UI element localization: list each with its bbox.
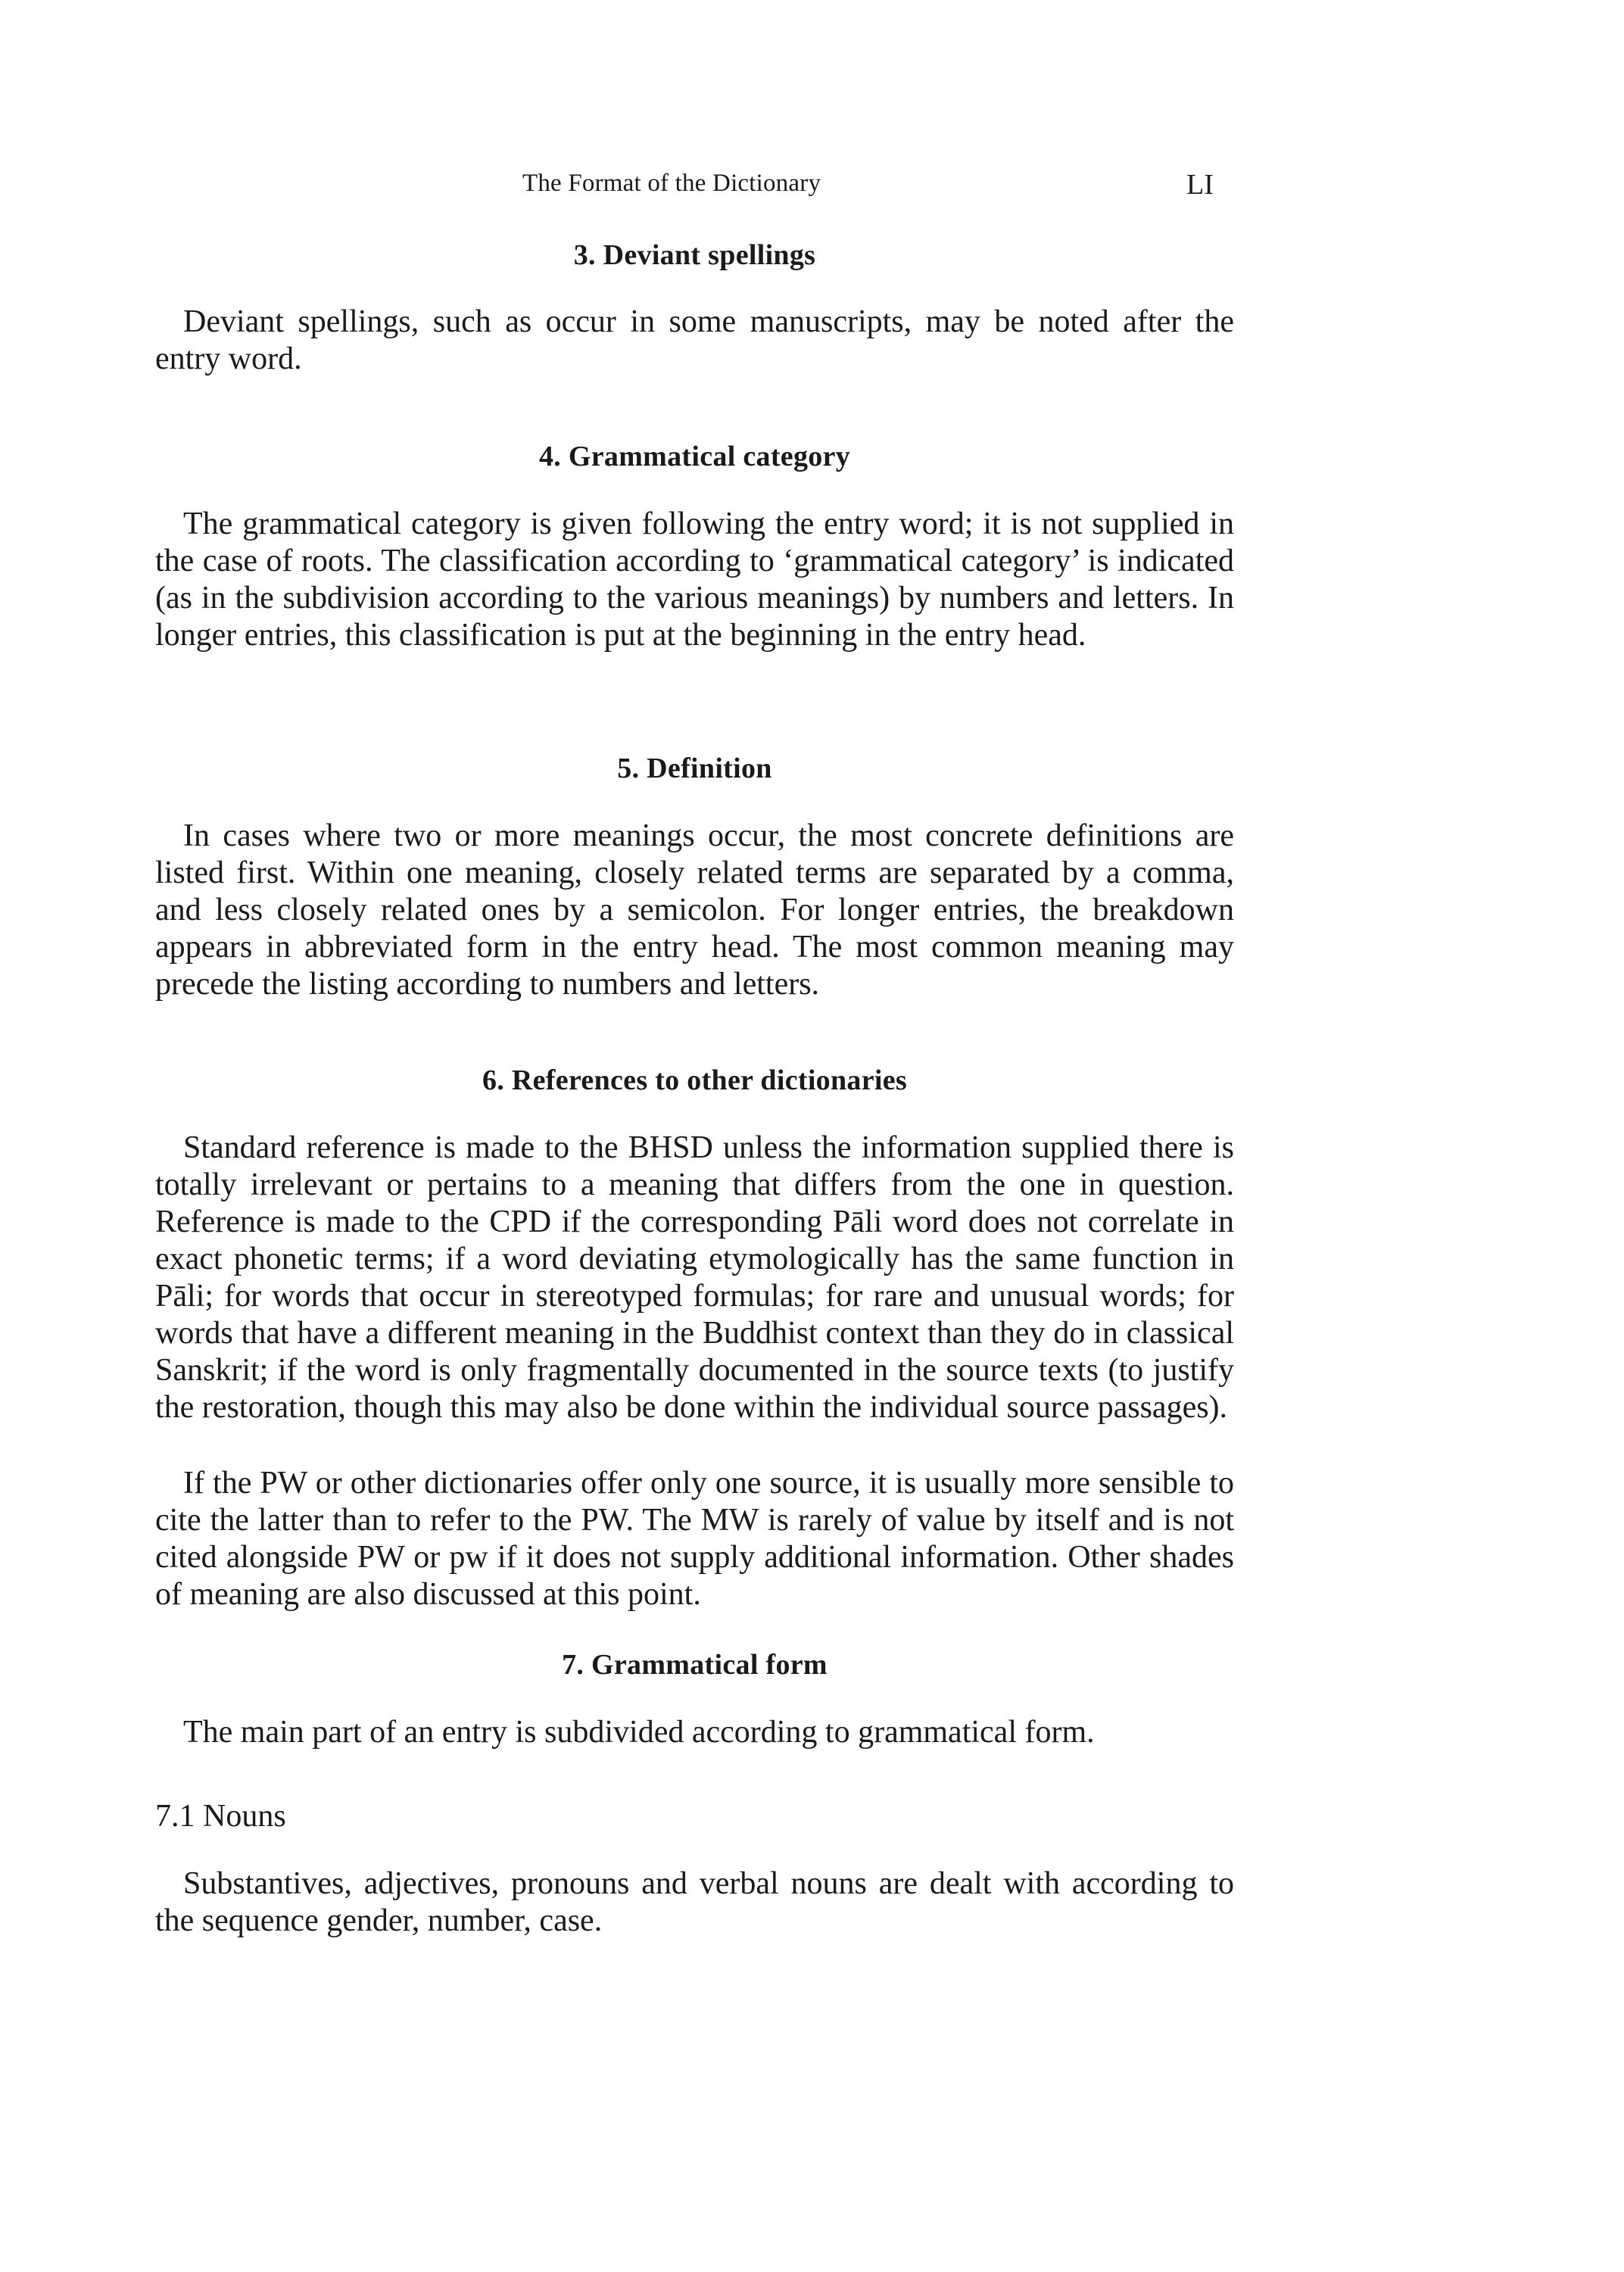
paragraph-references-1: Standard reference is made to the BHSD unless the information supplied there is totally irrelevant or pertains to a meaning that differs from the one in question. Reference is made to the CPD if the corresponding Pāli word does not correlate in exact phonetic terms; if a word deviating etymologically has the same function in Pāli; for words that occur in stereotyped formulas; for rare and unusual words; for words that have a different meaning in the Buddhist context than they do in classical Sanskrit; if the word is only fragmentally documented in the source texts (to justify the restoration, though this may also be done within the individual source passages). (155, 1130, 1234, 1425)
page-number: LI (1186, 169, 1214, 201)
section-heading-definition: 5. Definition (617, 753, 772, 784)
paragraph-grammatical-category: The grammatical category is given following the entry word; it is not supplied in the case of roots. The classification according to ‘grammatical category’ is indicated (as in the subdivision according to the various meanings) by numbers and letters. In longer entries, this classification is put at the beginning in the entry head. (155, 506, 1234, 653)
paragraph-grammatical-form: The main part of an entry is subdivided according to grammatical form. (183, 1715, 1095, 1750)
paragraph-nouns: Substantives, adjectives, pronouns and verbal nouns are dealt with according to the sequence gender, number, case. (155, 1866, 1234, 1938)
subsection-heading-nouns: 7.1 Nouns (155, 1799, 286, 1834)
running-head: The Format of the Dictionary (522, 170, 821, 197)
section-heading-grammatical-category: 4. Grammatical category (538, 441, 851, 472)
paragraph-definition: In cases where two or more meanings occur, the most concrete definitions are listed first. Within one meaning, closely related terms are separated by a comma, and less closely related ones by a semicolon. For longer entries, the breakdown appears in abbreviated form in the entry head. The most common meaning may precede the listing according to numbers and letters. (155, 818, 1234, 1002)
section-heading-grammatical-form: 7. Grammatical form (562, 1649, 828, 1681)
paragraph-deviant-spellings: Deviant spellings, such as occur in some manuscripts, may be noted after the entry word. (155, 304, 1234, 376)
paragraph-references-2: If the PW or other dictionaries offer only one source, it is usually more sensible to cite the latter than to refer to the PW. The MW is rarely of value by itself and is not cited alongside PW or pw if it does not supply additional information. Other shades of meaning are also discussed at this point. (155, 1466, 1234, 1612)
section-heading-references: 6. References to other dictionaries (482, 1064, 907, 1096)
section-heading-deviant-spellings: 3. Deviant spellings (573, 239, 816, 271)
